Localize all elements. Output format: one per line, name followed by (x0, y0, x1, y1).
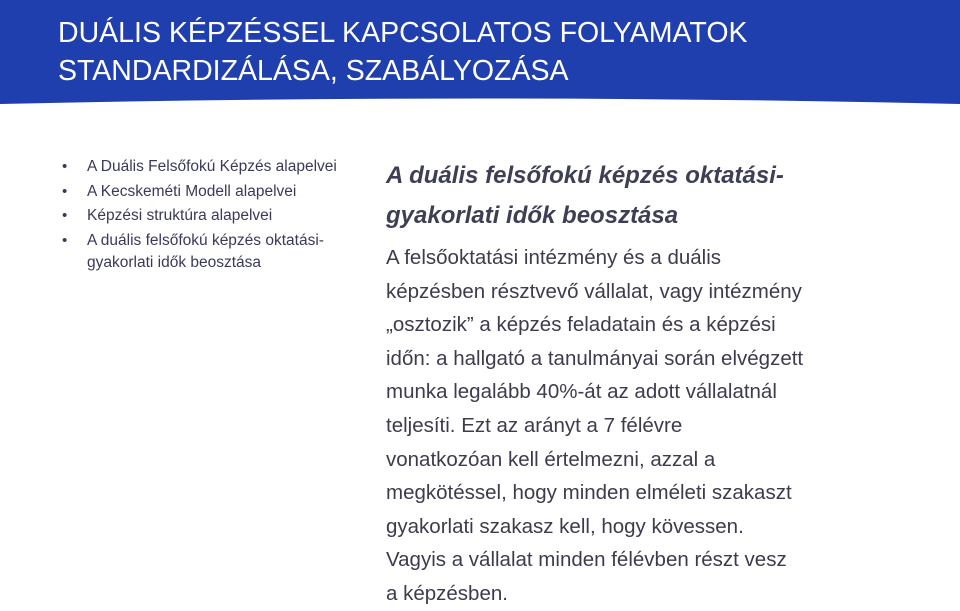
sidebar-item-label: A Duális Felsőfokú Képzés alapelvei (87, 158, 337, 175)
sidebar-item-label: A Kecskeméti Modell alapelvei (87, 182, 297, 200)
body-line-1: A felsőoktatási intézmény és a duális (386, 246, 722, 269)
section-heading-line-1: A duális felsőfokú képzés oktatási- (386, 162, 784, 189)
header-banner (0, 0, 960, 110)
body-line-2: képzésben résztvevő vállalat, vagy intézmény (386, 279, 802, 303)
main-content (386, 156, 926, 611)
sidebar-item-kecskemeti-modell (62, 181, 352, 204)
bullet-icon: • (62, 182, 68, 200)
bullet-icon: • (62, 231, 68, 249)
page-title-line-1: DUÁLIS KÉPZÉSSEL KAPCSOLATOS FOLYAMATOK (58, 17, 748, 49)
section-body (386, 241, 926, 611)
body-line-9: gyakorlati szakasz kell, hogy kövessen. (386, 514, 744, 538)
body-line-4: időn: a hallgató a tanulmányai során elvégzett (386, 346, 804, 370)
page-title (58, 14, 938, 90)
page-title-line-2: STANDARDIZÁLÁSA, SZABÁLYOZÁSA (58, 55, 569, 87)
section-heading (386, 156, 926, 236)
body-line-10: Vagyis a vállalat minden félévben részt vesz (386, 548, 787, 572)
bullet-icon: • (62, 158, 68, 175)
sidebar-item-dualis-alapelvei (62, 156, 352, 179)
body-line-6: teljesíti. Ezt az arányt a 7 félévre (386, 413, 683, 437)
sidebar-topic-list (62, 156, 352, 277)
sidebar-item-oktatasi-gyakorlati-idok (62, 230, 352, 275)
body-line-11: a képzésben. (386, 581, 508, 605)
body-line-5: munka legalább 40%-át az adott vállalatnál (386, 380, 777, 404)
body-line-3: „osztozik” a képzés feladatain és a képzési (386, 313, 776, 337)
section-heading-line-2: gyakorlati idők beosztása (386, 202, 679, 229)
body-line-8: megkötéssel, hogy minden elméleti szakaszt (386, 481, 792, 505)
sidebar-item-label: Képzési struktúra alapelvei (87, 207, 273, 224)
sidebar-item-label: A duális felsőfokú képzés oktatási-gyakorlati idők beosztása (87, 231, 324, 271)
body-line-7: vonatkozóan kell értelmezni, azzal a (386, 447, 716, 471)
sidebar-item-kepzesi-struktura (62, 205, 352, 228)
bullet-icon: • (62, 207, 68, 224)
